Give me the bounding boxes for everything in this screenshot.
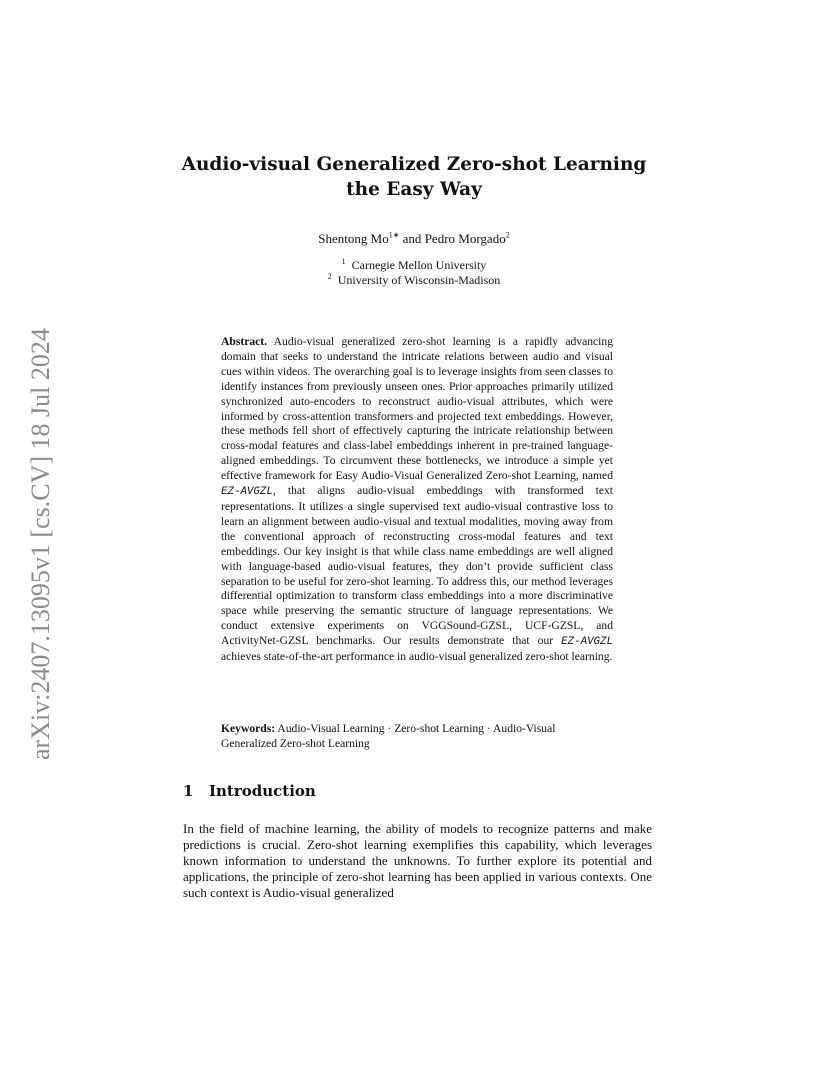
affiliation-2-name: University of Wisconsin-Madison bbox=[337, 273, 501, 287]
author-1-mark: 1∗ bbox=[388, 230, 400, 240]
title-line-2: the Easy Way bbox=[346, 179, 482, 200]
section-heading bbox=[183, 782, 316, 800]
affiliation-2-mark: 2 bbox=[327, 272, 332, 281]
keywords-heading: Keywords: bbox=[221, 722, 276, 735]
intro-paragraph: In the field of machine learning, the ability of models to recognize patterns and make predictions is crucial. Zero-shot learning exemplifies this capability, which leverages known information to understand the unknowns. To further explore its potential and applications, the principle of zero-shot learning has been applied in various contexts. One such context is Audio-visual generalized bbox=[183, 821, 652, 900]
abstract-text-2: , that aligns audio-visual embeddings with transformed text representations. It utilizes a single supervised text audio-visual contrastive loss to learn an alignment between audio-visual and textual modalities, moving away from the conventional approach of reconstructing cross-modal features and text embeddings. Our key insight is that while class name embeddings are well aligned with language-based audio-visual features, they don’t provide sufficient class separation to be useful for zero-shot learning. To address this, our method leverages differential optimization to transform class embeddings into a more discriminative space while preserving the semantic structure of language representations. We conduct extensive experiments on VGGSound-GZSL, UCF-GZSL, and ActivityNet-GZSL benchmarks. Our results demonstrate that our bbox=[221, 484, 613, 648]
affiliation-1 bbox=[150, 258, 678, 273]
abstract-text-3: achieves state-of-the-art performance in audio-visual generalized zero-shot learning. bbox=[221, 650, 613, 664]
affiliation-2 bbox=[150, 273, 678, 288]
arxiv-identifier: arXiv:2407.13095v1 [cs.CV] 18 Jul 2024 bbox=[26, 328, 55, 760]
abstract bbox=[221, 335, 613, 665]
author-2: Pedro Morgado bbox=[424, 231, 506, 246]
keywords-text: Audio-Visual Learning · Zero-shot Learning · Audio-Visual Generalized Zero-shot Learning bbox=[221, 722, 556, 750]
section-title: Introduction bbox=[209, 782, 316, 800]
abstract-text-1: Audio-visual generalized zero-shot learning is a rapidly advancing domain that seeks to understand the intricate relations between audio and visual cues within videos. The overarching goal is to leverage insights from seen classes to identify instances from previously unseen ones. Prior approaches primarily utilized synchronized auto-encoders to reconstruct audio-visual attributes, which were informed by cross-attention transformers and projected text embeddings. However, these methods fell short of effectively capturing the intricate relationship between cross-modal features and class-label embeddings inherent in pre-trained language-aligned embeddings. To circumvent these bottlenecks, we introduce a simple yet effective framework for Easy Audio-Visual Generalized Zero-shot Learning, named bbox=[221, 335, 613, 483]
affiliation-1-mark: 1 bbox=[341, 257, 346, 266]
author-1: Shentong Mo bbox=[318, 231, 389, 246]
method-name: EZ-AVGZL bbox=[221, 486, 273, 499]
affiliations bbox=[150, 258, 678, 288]
author-list bbox=[150, 231, 678, 247]
section-number: 1 bbox=[183, 782, 194, 800]
paper-title bbox=[150, 152, 678, 202]
abstract-heading: Abstract. bbox=[221, 335, 268, 348]
title-line-1: Audio-visual Generalized Zero-shot Learning bbox=[181, 154, 647, 175]
method-name: EZ-AVGZL bbox=[561, 636, 613, 649]
affiliation-1-name: Carnegie Mellon University bbox=[351, 258, 487, 272]
author-connector: and bbox=[399, 231, 425, 246]
author-2-mark: 2 bbox=[505, 230, 510, 240]
keywords bbox=[221, 721, 613, 751]
